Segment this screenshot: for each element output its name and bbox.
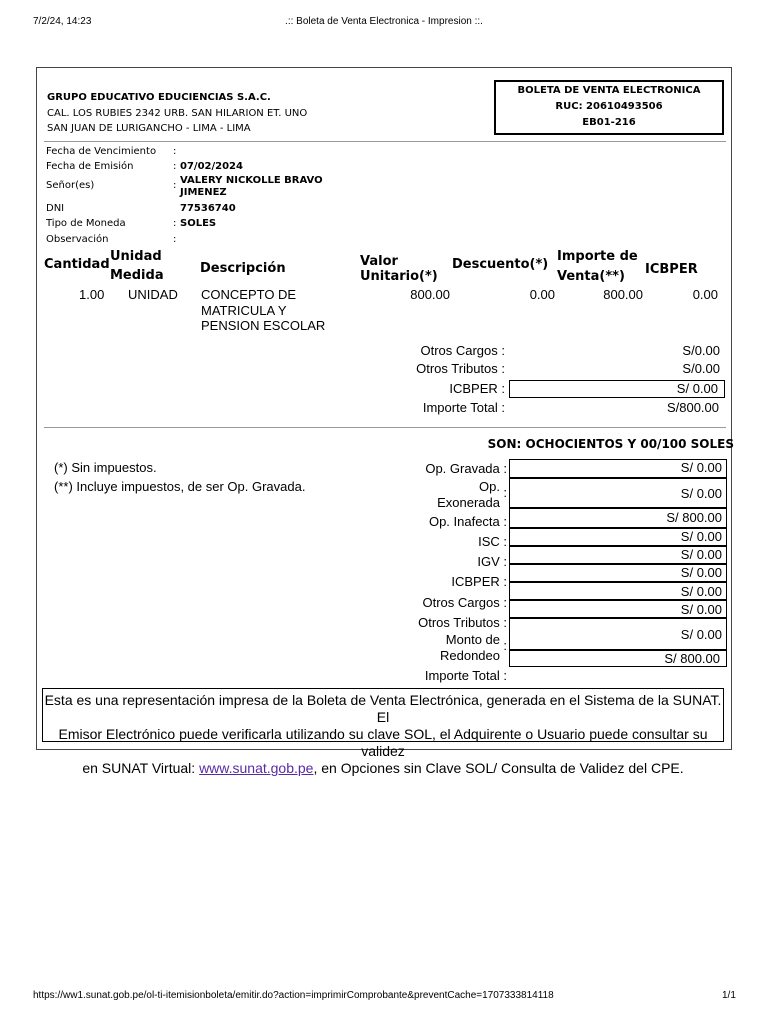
isc-label: ISC :: [478, 534, 507, 549]
otros-cargos-value: S/ 0.00: [680, 584, 722, 599]
inafecta-value: S/ 800.00: [666, 510, 722, 525]
legal-notice-line3-pre: en SUNAT Virtual:: [82, 760, 200, 776]
moneda-label: Tipo de Moneda: [46, 218, 126, 229]
gravada-label: Op. Gravada :: [425, 461, 507, 476]
col-importe-line1: Importe de: [557, 249, 638, 264]
row-icbper: 0.00: [692, 287, 718, 302]
moneda-colon: :: [173, 218, 177, 229]
print-page-number: 1/1: [722, 990, 736, 1001]
row-unidad: UNIDAD: [128, 287, 178, 302]
dni-value: 77536740: [180, 203, 236, 214]
sum1-total-label: Importe Total :: [422, 400, 505, 415]
legal-notice-line3-post: , en Opciones sin Clave SOL/ Consulta de Validez del CPE.: [313, 760, 684, 776]
observacion-label: Observación: [46, 234, 109, 245]
col-descuento: Descuento(*): [452, 257, 549, 272]
redondeo-value: S/ 0.00: [680, 627, 722, 642]
total-label: Importe Total :: [424, 668, 507, 683]
document-type: BOLETA DE VENTA ELECTRONICA: [517, 85, 701, 96]
inafecta-label: Op. Inafecta :: [428, 514, 507, 529]
col-descripcion: Descripción: [200, 261, 286, 276]
legal-notice-line1: Esta es una representación impresa de la Boleta de Venta Electrónica, generada en el Sistema de la SUNAT. El: [44, 692, 722, 725]
issuer-address-1: CAL. LOS RUBIES 2342 URB. SAN HILARION ET. UNO: [47, 108, 308, 119]
row-valor-unitario: 800.00: [410, 287, 450, 302]
emision-label: Fecha de Emisión: [46, 161, 134, 172]
senor-value-line2: JIMENEZ: [180, 187, 227, 198]
legal-notice-line2: Emisor Electrónico puede verificarla utilizando su clave SOL, el Adquirente o Usuario puede consultar su validez: [58, 726, 708, 759]
row-descripcion-line3: PENSION ESCOLAR: [201, 318, 326, 333]
emision-value: 07/02/2024: [180, 161, 243, 172]
col-icbper: ICBPER: [645, 262, 698, 277]
print-url: https://ww1.sunat.gob.pe/ol-ti-itemisionboleta/emitir.do?action=imprimirComprobante&preventCache=1707333814118: [33, 990, 554, 1001]
senor-value-line1: VALERY NICKOLLE BRAVO: [180, 175, 323, 186]
sunat-link[interactable]: www.sunat.gob.pe: [199, 760, 314, 776]
vencimiento-colon: :: [173, 146, 177, 157]
exonerada-value: S/ 0.00: [680, 486, 722, 501]
document-ruc: RUC: 20610493506: [555, 101, 663, 112]
otros-tributos-value: S/ 0.00: [680, 602, 722, 617]
sum1-icbper-value: S/ 0.00: [676, 381, 718, 396]
moneda-value: SOLES: [180, 218, 217, 229]
redondeo-label-line2: Redondeo: [440, 648, 500, 663]
col-unidad-line2: Medida: [110, 268, 164, 283]
sum1-otros-cargos-label: Otros Cargos :: [420, 343, 505, 358]
divider: [44, 141, 726, 142]
igv-value: S/ 0.00: [680, 547, 722, 562]
sum1-icbper-label: ICBPER :: [449, 381, 505, 396]
col-importe-line2: Venta(**): [557, 269, 625, 284]
senor-colon: :: [173, 180, 177, 191]
row-cantidad: 1.00: [79, 287, 105, 302]
note-incluye-impuestos: (**) Incluye impuestos, de ser Op. Gravada.: [54, 479, 306, 494]
exonerada-colon: :: [503, 485, 507, 500]
icbper-label: ICBPER :: [451, 574, 507, 589]
redondeo-colon: :: [503, 638, 507, 653]
amount-in-words: SON: OCHOCIENTOS Y 00/100 SOLES: [487, 437, 734, 451]
vencimiento-label: Fecha de Vencimiento: [46, 146, 157, 157]
row-importe: 800.00: [603, 287, 643, 302]
row-descuento: 0.00: [529, 287, 555, 302]
sum1-otros-tributos-value: S/0.00: [682, 361, 720, 376]
icbper-value: S/ 0.00: [680, 565, 722, 580]
print-title: .:: Boleta de Venta Electronica - Impresion ::.: [285, 16, 483, 27]
issuer-address-2: SAN JUAN DE LURIGANCHO - LIMA - LIMA: [47, 123, 251, 134]
igv-label: IGV :: [477, 554, 507, 569]
dni-label: DNI: [46, 203, 65, 214]
note-sin-impuestos: (*) Sin impuestos.: [54, 460, 157, 475]
divider: [44, 427, 726, 428]
legal-notice-line3: [43, 760, 723, 777]
otros-tributos-label: Otros Tributos :: [418, 615, 507, 630]
legal-notice: [42, 688, 724, 776]
issuer-name: GRUPO EDUCATIVO EDUCIENCIAS S.A.C.: [47, 92, 271, 103]
row-descripcion-line1: CONCEPTO DE: [201, 287, 297, 302]
emision-colon: :: [173, 161, 177, 172]
total-value: S/ 800.00: [664, 651, 720, 666]
sum1-total-value: S/800.00: [666, 400, 719, 415]
document-number: EB01-216: [582, 117, 636, 128]
col-unidad-line1: Unidad: [110, 249, 162, 264]
gravada-value: S/ 0.00: [680, 460, 722, 475]
isc-value: S/ 0.00: [680, 529, 722, 544]
print-datetime: 7/2/24, 14:23: [33, 16, 92, 27]
exonerada-label-line1: Op.: [479, 479, 500, 494]
exonerada-label-line2: Exonerada: [437, 495, 500, 510]
document-id-box: [494, 80, 724, 135]
row-descripcion-line2: MATRICULA Y: [201, 303, 287, 318]
sum1-otros-cargos-value: S/0.00: [682, 343, 720, 358]
senor-label: Señor(es): [46, 180, 95, 191]
redondeo-label-line1: Monto de: [445, 632, 500, 647]
sum1-otros-tributos-label: Otros Tributos :: [416, 361, 505, 376]
col-cantidad: Cantidad: [44, 257, 110, 272]
otros-cargos-label: Otros Cargos :: [422, 595, 507, 610]
col-valor-line1: Valor: [360, 254, 398, 269]
col-valor-line2: Unitario(*): [360, 269, 438, 284]
observacion-colon: :: [173, 234, 177, 245]
